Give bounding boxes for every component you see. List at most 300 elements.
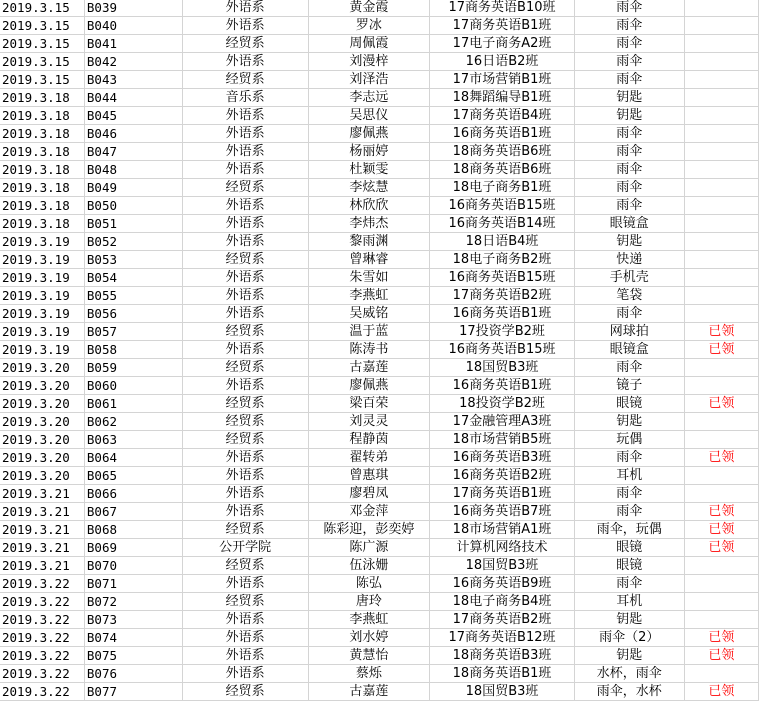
department-cell[interactable]: 外语系 — [182, 611, 308, 629]
class-cell[interactable]: 16商务英语B15班 — [430, 341, 575, 359]
item-cell[interactable]: 雨伞 — [574, 485, 684, 503]
date-cell[interactable]: 2019.3.22 — [0, 629, 84, 647]
record-id-cell[interactable]: B067 — [84, 503, 182, 521]
name-cell[interactable]: 杜颖雯 — [308, 161, 430, 179]
item-cell[interactable]: 手机壳 — [574, 269, 684, 287]
class-cell[interactable]: 18商务英语B6班 — [430, 143, 575, 161]
table-row — [0, 71, 759, 89]
record-id-cell[interactable]: B070 — [84, 557, 182, 575]
table-row — [0, 575, 759, 593]
item-cell[interactable]: 雨伞 — [574, 71, 684, 89]
record-id-cell[interactable]: B061 — [84, 395, 182, 413]
table-row — [0, 197, 759, 215]
status-cell[interactable]: 已领 — [684, 647, 758, 665]
date-cell[interactable]: 2019.3.15 — [0, 0, 84, 17]
name-cell[interactable]: 曾惠琪 — [308, 467, 430, 485]
table-row — [0, 35, 759, 53]
class-cell[interactable]: 18电子商务B2班 — [430, 251, 575, 269]
table-row — [0, 503, 759, 521]
class-cell[interactable]: 16商务英语B3班 — [430, 449, 575, 467]
record-id-cell[interactable]: B053 — [84, 251, 182, 269]
item-cell[interactable]: 钥匙 — [574, 611, 684, 629]
item-cell[interactable]: 雨伞，水杯 — [574, 683, 684, 701]
class-cell[interactable]: 18国贸B3班 — [430, 683, 575, 701]
name-cell[interactable]: 廖碧凤 — [308, 485, 430, 503]
department-cell[interactable]: 经贸系 — [182, 431, 308, 449]
status-cell[interactable]: 已领 — [684, 683, 758, 701]
status-cell[interactable] — [684, 35, 758, 53]
department-cell[interactable]: 外语系 — [182, 305, 308, 323]
class-cell[interactable]: 17电子商务A2班 — [430, 35, 575, 53]
record-id-cell[interactable]: B076 — [84, 665, 182, 683]
record-id-cell[interactable]: B047 — [84, 143, 182, 161]
record-id-cell[interactable]: B045 — [84, 107, 182, 125]
status-cell[interactable] — [684, 377, 758, 395]
item-cell[interactable]: 雨伞（2） — [574, 629, 684, 647]
record-id-cell[interactable]: B048 — [84, 161, 182, 179]
date-cell[interactable]: 2019.3.19 — [0, 305, 84, 323]
status-cell[interactable] — [684, 575, 758, 593]
item-cell[interactable]: 玩偶 — [574, 431, 684, 449]
table-row — [0, 161, 759, 179]
department-cell[interactable]: 外语系 — [182, 485, 308, 503]
item-cell[interactable]: 快递 — [574, 251, 684, 269]
record-id-cell[interactable]: B051 — [84, 215, 182, 233]
department-cell[interactable]: 外语系 — [182, 665, 308, 683]
table-row — [0, 521, 759, 539]
status-cell[interactable] — [684, 233, 758, 251]
department-cell[interactable]: 外语系 — [182, 575, 308, 593]
item-cell[interactable]: 钥匙 — [574, 233, 684, 251]
status-cell[interactable]: 已领 — [684, 323, 758, 341]
date-cell[interactable]: 2019.3.20 — [0, 449, 84, 467]
date-cell[interactable]: 2019.3.22 — [0, 611, 84, 629]
status-cell[interactable] — [684, 17, 758, 35]
class-cell[interactable]: 18电子商务B1班 — [430, 179, 575, 197]
department-cell[interactable]: 经贸系 — [182, 557, 308, 575]
class-cell[interactable]: 18商务英语B6班 — [430, 161, 575, 179]
status-cell[interactable]: 已领 — [684, 521, 758, 539]
department-cell[interactable]: 经贸系 — [182, 35, 308, 53]
class-cell[interactable]: 16商务英语B1班 — [430, 377, 575, 395]
status-cell[interactable] — [684, 359, 758, 377]
date-cell[interactable]: 2019.3.19 — [0, 269, 84, 287]
name-cell[interactable]: 李炫慧 — [308, 179, 430, 197]
name-cell[interactable]: 邓金萍 — [308, 503, 430, 521]
department-cell[interactable]: 经贸系 — [182, 395, 308, 413]
class-cell[interactable]: 16商务英语B1班 — [430, 305, 575, 323]
record-id-cell[interactable]: B069 — [84, 539, 182, 557]
item-cell[interactable]: 钥匙 — [574, 107, 684, 125]
record-id-cell[interactable]: B064 — [84, 449, 182, 467]
date-cell[interactable]: 2019.3.22 — [0, 575, 84, 593]
name-cell[interactable]: 蔡烁 — [308, 665, 430, 683]
item-cell[interactable]: 雨伞 — [574, 143, 684, 161]
date-cell[interactable]: 2019.3.18 — [0, 89, 84, 107]
record-id-cell[interactable]: B046 — [84, 125, 182, 143]
class-cell[interactable]: 17市场营销B1班 — [430, 71, 575, 89]
name-cell[interactable]: 李志远 — [308, 89, 430, 107]
class-cell[interactable]: 16商务英语B1班 — [430, 125, 575, 143]
name-cell[interactable]: 古嘉莲 — [308, 359, 430, 377]
table-row — [0, 287, 759, 305]
status-cell[interactable]: 已领 — [684, 539, 758, 557]
date-cell[interactable]: 2019.3.22 — [0, 665, 84, 683]
item-cell[interactable]: 眼镜盒 — [574, 341, 684, 359]
date-cell[interactable]: 2019.3.18 — [0, 215, 84, 233]
date-cell[interactable]: 2019.3.18 — [0, 107, 84, 125]
department-cell[interactable]: 音乐系 — [182, 89, 308, 107]
table-row — [0, 485, 759, 503]
table-row — [0, 449, 759, 467]
record-id-cell[interactable]: B043 — [84, 71, 182, 89]
date-cell[interactable]: 2019.3.22 — [0, 683, 84, 701]
name-cell[interactable]: 刘漫梓 — [308, 53, 430, 71]
class-cell[interactable]: 17商务英语B2班 — [430, 287, 575, 305]
name-cell[interactable]: 陈广源 — [308, 539, 430, 557]
table-row — [0, 377, 759, 395]
status-cell[interactable]: 已领 — [684, 395, 758, 413]
class-cell[interactable]: 18国贸B3班 — [430, 557, 575, 575]
table-row — [0, 125, 759, 143]
date-cell[interactable]: 2019.3.20 — [0, 467, 84, 485]
status-cell[interactable] — [684, 161, 758, 179]
name-cell[interactable]: 刘泽浩 — [308, 71, 430, 89]
item-cell[interactable]: 雨伞 — [574, 359, 684, 377]
table-row — [0, 215, 759, 233]
department-cell[interactable]: 公开学院 — [182, 539, 308, 557]
name-cell[interactable]: 黎雨渊 — [308, 233, 430, 251]
status-cell[interactable] — [684, 71, 758, 89]
department-cell[interactable]: 外语系 — [182, 467, 308, 485]
item-cell[interactable]: 雨伞 — [574, 35, 684, 53]
department-cell[interactable]: 外语系 — [182, 161, 308, 179]
date-cell[interactable]: 2019.3.21 — [0, 485, 84, 503]
record-id-cell[interactable]: B075 — [84, 647, 182, 665]
item-cell[interactable]: 雨伞 — [574, 125, 684, 143]
record-id-cell[interactable]: B056 — [84, 305, 182, 323]
department-cell[interactable]: 外语系 — [182, 143, 308, 161]
record-id-cell[interactable]: B058 — [84, 341, 182, 359]
name-cell[interactable]: 伍泳姗 — [308, 557, 430, 575]
date-cell[interactable]: 2019.3.22 — [0, 593, 84, 611]
table-row — [0, 143, 759, 161]
department-cell[interactable]: 外语系 — [182, 647, 308, 665]
department-cell[interactable]: 经贸系 — [182, 521, 308, 539]
department-cell[interactable]: 外语系 — [182, 17, 308, 35]
item-cell[interactable]: 雨伞 — [574, 0, 684, 17]
record-id-cell[interactable]: B049 — [84, 179, 182, 197]
date-cell[interactable]: 2019.3.18 — [0, 143, 84, 161]
name-cell[interactable]: 翟转弟 — [308, 449, 430, 467]
item-cell[interactable]: 眼镜 — [574, 395, 684, 413]
item-cell[interactable]: 雨伞 — [574, 161, 684, 179]
item-cell[interactable]: 钥匙 — [574, 413, 684, 431]
date-cell[interactable]: 2019.3.19 — [0, 341, 84, 359]
date-cell[interactable]: 2019.3.18 — [0, 161, 84, 179]
class-cell[interactable]: 17商务英语B10班 — [430, 0, 575, 17]
class-cell[interactable]: 17投资学B2班 — [430, 323, 575, 341]
item-cell[interactable]: 耳机 — [574, 467, 684, 485]
record-id-cell[interactable]: B063 — [84, 431, 182, 449]
item-cell[interactable]: 钥匙 — [574, 647, 684, 665]
status-cell[interactable] — [684, 89, 758, 107]
record-id-cell[interactable]: B066 — [84, 485, 182, 503]
date-cell[interactable]: 2019.3.15 — [0, 17, 84, 35]
department-cell[interactable]: 外语系 — [182, 629, 308, 647]
item-cell[interactable]: 雨伞 — [574, 17, 684, 35]
name-cell[interactable]: 李燕虹 — [308, 611, 430, 629]
date-cell[interactable]: 2019.3.18 — [0, 197, 84, 215]
department-cell[interactable]: 外语系 — [182, 107, 308, 125]
record-id-cell[interactable]: B044 — [84, 89, 182, 107]
class-cell[interactable]: 18舞蹈编导B1班 — [430, 89, 575, 107]
record-id-cell[interactable]: B040 — [84, 17, 182, 35]
item-cell[interactable]: 眼镜盒 — [574, 215, 684, 233]
date-cell[interactable]: 2019.3.19 — [0, 287, 84, 305]
status-cell[interactable] — [684, 665, 758, 683]
table-row — [0, 431, 759, 449]
name-cell[interactable]: 古嘉莲 — [308, 683, 430, 701]
record-id-cell[interactable]: B039 — [84, 0, 182, 17]
record-id-cell[interactable]: B073 — [84, 611, 182, 629]
department-cell[interactable]: 经贸系 — [182, 359, 308, 377]
name-cell[interactable]: 温于蓝 — [308, 323, 430, 341]
item-cell[interactable]: 雨伞 — [574, 449, 684, 467]
name-cell[interactable]: 黄慧怡 — [308, 647, 430, 665]
date-cell[interactable]: 2019.3.21 — [0, 539, 84, 557]
department-cell[interactable]: 经贸系 — [182, 179, 308, 197]
department-cell[interactable]: 外语系 — [182, 215, 308, 233]
table-row — [0, 269, 759, 287]
table-row — [0, 395, 759, 413]
record-id-cell[interactable]: B059 — [84, 359, 182, 377]
record-id-cell[interactable]: B042 — [84, 53, 182, 71]
name-cell[interactable]: 程静茵 — [308, 431, 430, 449]
record-id-cell[interactable]: B060 — [84, 377, 182, 395]
status-cell[interactable] — [684, 107, 758, 125]
status-cell[interactable] — [684, 125, 758, 143]
record-id-cell[interactable]: B077 — [84, 683, 182, 701]
department-cell[interactable]: 外语系 — [182, 233, 308, 251]
item-cell[interactable]: 网球拍 — [574, 323, 684, 341]
class-cell[interactable]: 18商务英语B3班 — [430, 647, 575, 665]
date-cell[interactable]: 2019.3.20 — [0, 431, 84, 449]
class-cell[interactable]: 17金融管理A3班 — [430, 413, 575, 431]
name-cell[interactable]: 林欣欣 — [308, 197, 430, 215]
status-cell[interactable] — [684, 557, 758, 575]
department-cell[interactable]: 经贸系 — [182, 683, 308, 701]
class-cell[interactable]: 17商务英语B2班 — [430, 611, 575, 629]
department-cell[interactable]: 外语系 — [182, 341, 308, 359]
table-row — [0, 341, 759, 359]
item-cell[interactable]: 雨伞 — [574, 575, 684, 593]
class-cell[interactable]: 16商务英语B7班 — [430, 503, 575, 521]
table-row — [0, 323, 759, 341]
name-cell[interactable]: 李炜杰 — [308, 215, 430, 233]
status-cell[interactable] — [684, 467, 758, 485]
item-cell[interactable]: 眼镜 — [574, 539, 684, 557]
date-cell[interactable]: 2019.3.20 — [0, 413, 84, 431]
class-cell[interactable]: 17商务英语B12班 — [430, 629, 575, 647]
record-id-cell[interactable]: B041 — [84, 35, 182, 53]
name-cell[interactable]: 李燕虹 — [308, 287, 430, 305]
status-cell[interactable] — [684, 593, 758, 611]
department-cell[interactable]: 外语系 — [182, 503, 308, 521]
name-cell[interactable]: 唐玲 — [308, 593, 430, 611]
record-id-cell[interactable]: B052 — [84, 233, 182, 251]
item-cell[interactable]: 眼镜 — [574, 557, 684, 575]
date-cell[interactable]: 2019.3.21 — [0, 503, 84, 521]
status-cell[interactable] — [684, 143, 758, 161]
class-cell[interactable]: 17商务英语B1班 — [430, 17, 575, 35]
item-cell[interactable]: 耳机 — [574, 593, 684, 611]
name-cell[interactable]: 吴威铭 — [308, 305, 430, 323]
class-cell[interactable]: 18市场营销B5班 — [430, 431, 575, 449]
class-cell[interactable]: 16商务英语B15班 — [430, 269, 575, 287]
name-cell[interactable]: 黄金霞 — [308, 0, 430, 17]
name-cell[interactable]: 杨丽婷 — [308, 143, 430, 161]
class-cell[interactable]: 18商务英语B1班 — [430, 665, 575, 683]
record-id-cell[interactable]: B054 — [84, 269, 182, 287]
status-cell[interactable] — [684, 197, 758, 215]
date-cell[interactable]: 2019.3.15 — [0, 71, 84, 89]
status-cell[interactable]: 已领 — [684, 449, 758, 467]
class-cell[interactable]: 18电子商务B4班 — [430, 593, 575, 611]
record-id-cell[interactable]: B068 — [84, 521, 182, 539]
item-cell[interactable]: 雨伞，玩偶 — [574, 521, 684, 539]
class-cell[interactable]: 18投资学B2班 — [430, 395, 575, 413]
date-cell[interactable]: 2019.3.19 — [0, 323, 84, 341]
name-cell[interactable]: 周佩霞 — [308, 35, 430, 53]
date-cell[interactable]: 2019.3.19 — [0, 233, 84, 251]
department-cell[interactable]: 外语系 — [182, 197, 308, 215]
table-row — [0, 107, 759, 125]
class-cell[interactable]: 17商务英语B4班 — [430, 107, 575, 125]
date-cell[interactable]: 2019.3.21 — [0, 521, 84, 539]
status-cell[interactable] — [684, 179, 758, 197]
status-cell[interactable]: 已领 — [684, 503, 758, 521]
department-cell[interactable]: 外语系 — [182, 125, 308, 143]
status-cell[interactable] — [684, 53, 758, 71]
record-id-cell[interactable]: B074 — [84, 629, 182, 647]
status-cell[interactable] — [684, 269, 758, 287]
item-cell[interactable]: 钥匙 — [574, 89, 684, 107]
class-cell[interactable]: 16商务英语B15班 — [430, 197, 575, 215]
class-cell[interactable]: 18国贸B3班 — [430, 359, 575, 377]
item-cell[interactable]: 雨伞 — [574, 197, 684, 215]
class-cell[interactable]: 计算机网络技术 — [430, 539, 575, 557]
date-cell[interactable]: 2019.3.19 — [0, 251, 84, 269]
class-cell[interactable]: 16日语B2班 — [430, 53, 575, 71]
class-cell[interactable]: 16商务英语B9班 — [430, 575, 575, 593]
class-cell[interactable]: 18市场营销A1班 — [430, 521, 575, 539]
table-row — [0, 53, 759, 71]
record-id-cell[interactable]: B057 — [84, 323, 182, 341]
item-cell[interactable]: 雨伞 — [574, 305, 684, 323]
date-cell[interactable]: 2019.3.20 — [0, 359, 84, 377]
status-cell[interactable] — [684, 413, 758, 431]
date-cell[interactable]: 2019.3.20 — [0, 395, 84, 413]
status-cell[interactable] — [684, 431, 758, 449]
name-cell[interactable]: 陈彩迎，彭奕婷 — [308, 521, 430, 539]
name-cell[interactable]: 罗冰 — [308, 17, 430, 35]
record-id-cell[interactable]: B065 — [84, 467, 182, 485]
name-cell[interactable]: 陈弘 — [308, 575, 430, 593]
class-cell[interactable]: 16商务英语B14班 — [430, 215, 575, 233]
item-cell[interactable]: 镜子 — [574, 377, 684, 395]
status-cell[interactable]: 已领 — [684, 341, 758, 359]
name-cell[interactable]: 刘水婷 — [308, 629, 430, 647]
table-row — [0, 665, 759, 683]
name-cell[interactable]: 廖佩燕 — [308, 125, 430, 143]
date-cell[interactable]: 2019.3.22 — [0, 647, 84, 665]
class-cell[interactable]: 17商务英语B1班 — [430, 485, 575, 503]
name-cell[interactable]: 曾琳睿 — [308, 251, 430, 269]
name-cell[interactable]: 陈涛书 — [308, 341, 430, 359]
department-cell[interactable]: 经贸系 — [182, 71, 308, 89]
department-cell[interactable]: 外语系 — [182, 269, 308, 287]
status-cell[interactable] — [684, 215, 758, 233]
table-row — [0, 611, 759, 629]
name-cell[interactable]: 梁百荣 — [308, 395, 430, 413]
class-cell[interactable]: 16商务英语B2班 — [430, 467, 575, 485]
record-id-cell[interactable]: B072 — [84, 593, 182, 611]
record-id-cell[interactable]: B071 — [84, 575, 182, 593]
date-cell[interactable]: 2019.3.15 — [0, 35, 84, 53]
department-cell[interactable]: 外语系 — [182, 287, 308, 305]
department-cell[interactable]: 经贸系 — [182, 593, 308, 611]
department-cell[interactable]: 经贸系 — [182, 413, 308, 431]
department-cell[interactable]: 经贸系 — [182, 251, 308, 269]
status-cell[interactable] — [684, 251, 758, 269]
table-row — [0, 413, 759, 431]
date-cell[interactable]: 2019.3.21 — [0, 557, 84, 575]
department-cell[interactable]: 外语系 — [182, 449, 308, 467]
status-cell[interactable] — [684, 287, 758, 305]
record-id-cell[interactable]: B055 — [84, 287, 182, 305]
date-cell[interactable]: 2019.3.15 — [0, 53, 84, 71]
table-row — [0, 557, 759, 575]
item-cell[interactable]: 雨伞 — [574, 503, 684, 521]
department-cell[interactable]: 外语系 — [182, 0, 308, 17]
department-cell[interactable]: 经贸系 — [182, 323, 308, 341]
table-row — [0, 629, 759, 647]
date-cell[interactable]: 2019.3.18 — [0, 125, 84, 143]
class-cell[interactable]: 18日语B4班 — [430, 233, 575, 251]
table-row — [0, 251, 759, 269]
department-cell[interactable]: 外语系 — [182, 53, 308, 71]
department-cell[interactable]: 外语系 — [182, 377, 308, 395]
name-cell[interactable]: 吴思仪 — [308, 107, 430, 125]
date-cell[interactable]: 2019.3.18 — [0, 179, 84, 197]
status-cell[interactable] — [684, 485, 758, 503]
status-cell[interactable] — [684, 611, 758, 629]
record-id-cell[interactable]: B062 — [84, 413, 182, 431]
name-cell[interactable]: 朱雪如 — [308, 269, 430, 287]
name-cell[interactable]: 廖佩燕 — [308, 377, 430, 395]
status-cell[interactable]: 已领 — [684, 629, 758, 647]
record-id-cell[interactable]: B050 — [84, 197, 182, 215]
status-cell[interactable] — [684, 305, 758, 323]
item-cell[interactable]: 水杯，雨伞 — [574, 665, 684, 683]
item-cell[interactable]: 笔袋 — [574, 287, 684, 305]
item-cell[interactable]: 雨伞 — [574, 53, 684, 71]
status-cell[interactable] — [684, 0, 758, 17]
date-cell[interactable]: 2019.3.20 — [0, 377, 84, 395]
item-cell[interactable]: 雨伞 — [574, 179, 684, 197]
name-cell[interactable]: 刘灵灵 — [308, 413, 430, 431]
